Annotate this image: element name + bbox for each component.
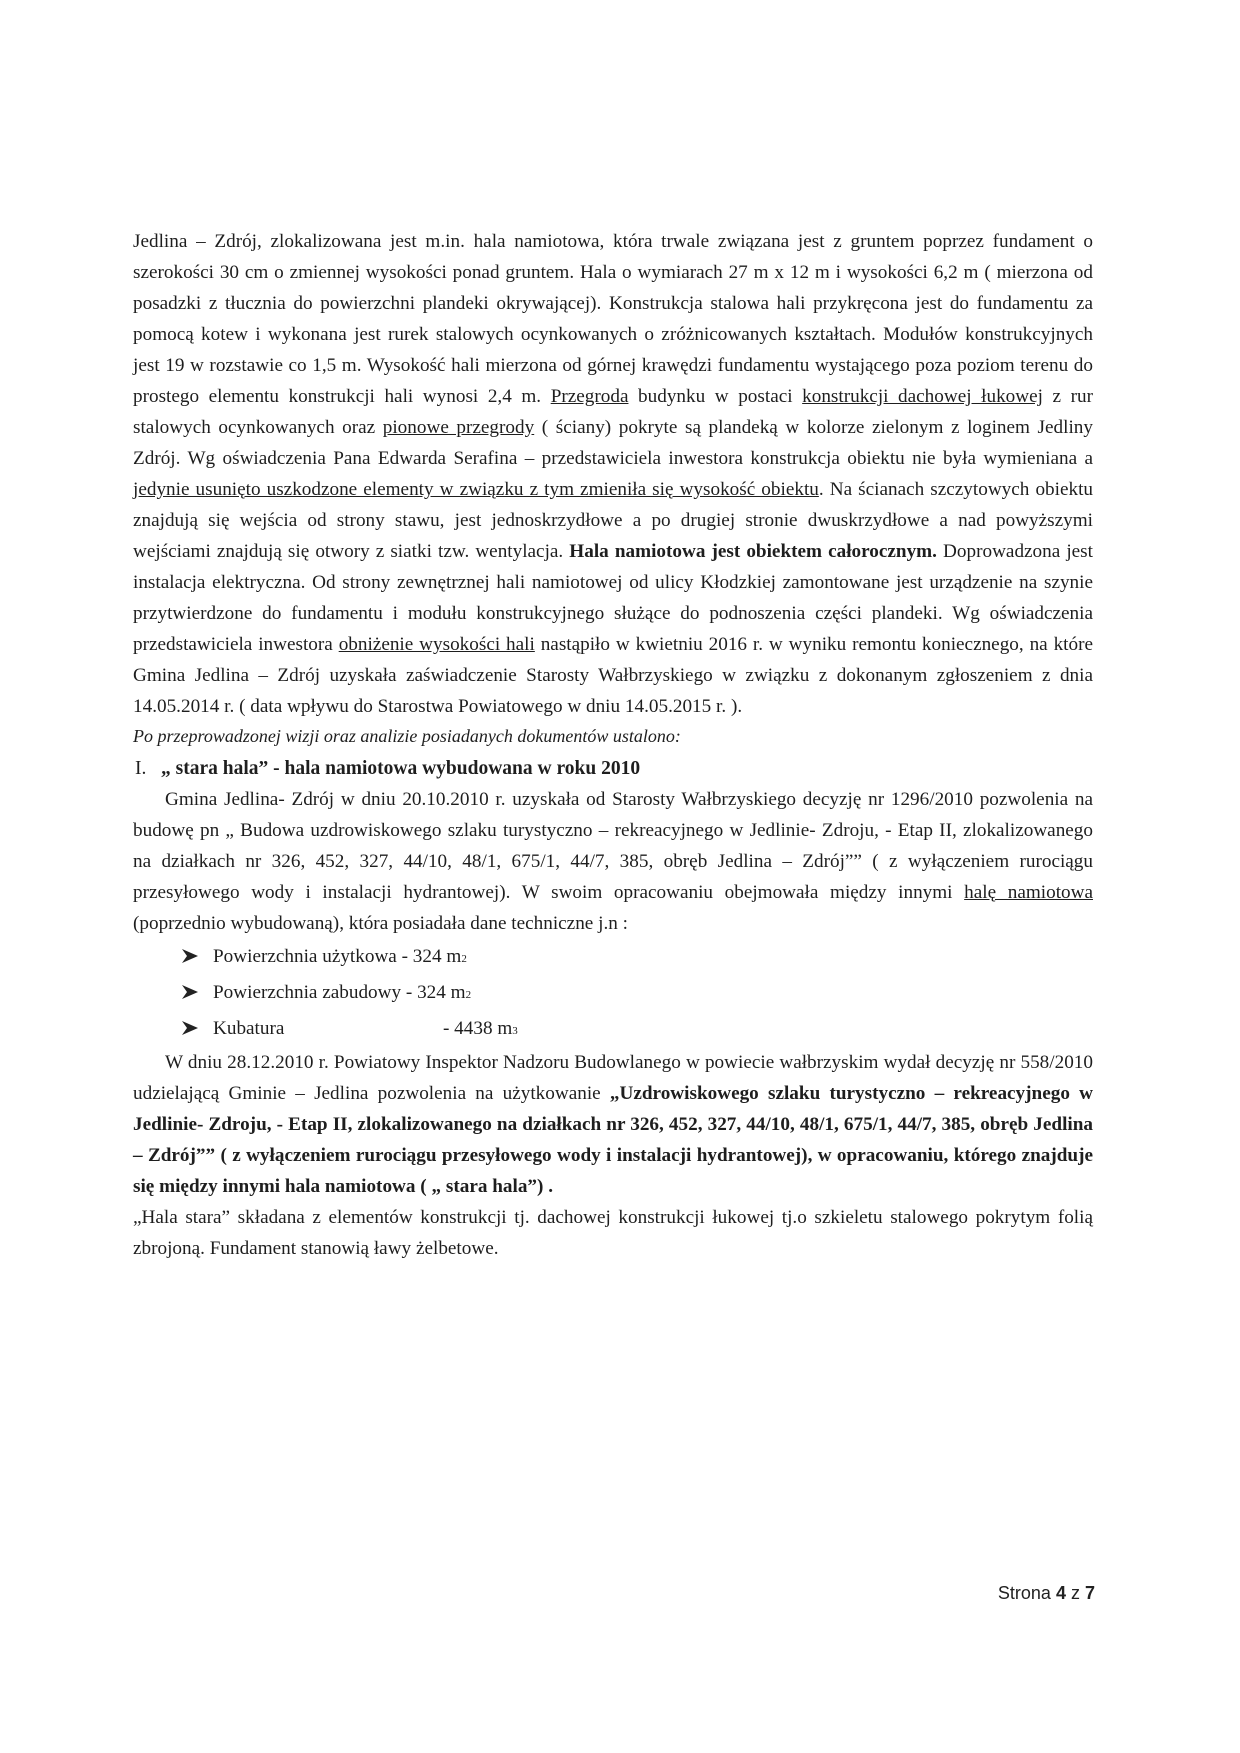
arrow-bullet-icon [181,939,213,975]
findings-intro: Po przeprowadzonej wizji oraz analizie posiadanych dokumentów ustalono: [133,726,681,746]
paragraph-old-hall: „Hala stara” składana z elementów konstrukcji tj. dachowej konstrukcji łukowej tj.o szkieletu stalowego pokrytym folią zbrojoną. Fundament stanowią ławy żelbetowe. [133,1207,1093,1259]
item-label: Kubatura [213,1018,285,1039]
section-heading [133,753,1093,784]
item-value: - 324 m [405,982,466,1003]
paragraph-usage-permit: W dniu 28.12.2010 r. Powiatowy Inspektor Nadzoru Budowlanego w powiecie wałbrzyskim wydał decyzję nr 558/2010 udzielającą Gminie – Jedlina pozwolenia na użytkowanie „Uzdrowiskowego szlaku turystyczno – rekreacyjnego w Jedlinie- Zdroju, - Etap II, zlokalizowanego na działkach nr 326, 452, 327, 44/10, 48/1, 675/1, 44/7, 385, obręb Jedlina – Zdrój”” ( z wyłączeniem rurociągu przesyłowego wody i instalacji hydrantowej), w opracowaniu, którego znajduje się między innymi hala namiotowa ( „ stara hala”) . [133,1052,1093,1197]
bold-statement: „Uzdrowiskowego szlaku turystyczno – rekreacyjnego w Jedlinie- Zdroju, - Etap II, zlokalizowanego na działkach nr 326, 452, 327, 44/10, 48/1, 675/1, 44/7, 385, obręb Jedlina – Zdrój”” ( z wyłączeniem rurociągu przesyłowego wody i instalacji hydrantowej), w opracowaniu, którego znajduje się między innymi hala namiotowa ( „ stara hala”) . [133,1083,1093,1197]
underlined-text: Przegroda [550,386,629,407]
underlined-text: halę namiotowa [964,882,1093,903]
technical-data-list [133,939,1093,1047]
item-label: Powierzchnia użytkowa [213,946,397,967]
paragraph-hala-description: Jedlina – Zdrój, zlokalizowana jest m.in. hala namiotowa, która trwale związana jest z gruntem poprzez fundament o szerokości 30 cm o zmiennej wysokości ponad gruntem. Hala o wymiarach 27 m x 12 m i wysokości 6,2 m ( mierzona od posadzki z tłucznia do powierzchni plandeki okrywającej). Konstrukcja stalowa hali przykręcona jest do fundamentu za pomocą kotew i wykonana jest rurek stalowych ocynkowanych o zróżnicowanych kształtach. Modułów konstrukcyjnych jest 19 w rozstawie co 1,5 m. Wysokość hali mierzona od górnej krawędzi fundamentu wystającego poza poziom terenu do prostego elementu konstrukcji hali wynosi 2,4 m. Przegroda budynku w postaci konstrukcji dachowej łukowej z rur stalowych ocynkowanych oraz pionowe przegrody ( ściany) pokryte są plandeką w kolorze zielonym z loginem Jedliny Zdrój. Wg oświadczenia Pana Edwarda Serafina – przedstawiciela inwestora konstrukcja obiektu nie była wymieniana a jedynie usunięto uszkodzone elementy w związku z tym zmieniła się wysokość obiektu. Na ścianach szczytowych obiektu znajdują się wejścia od strony stawu, jest jednoskrzydłowe a po drugiej stronie dwuskrzydłowe a nad powyższymi wejściami znajdują się otwory z siatki tzw. wentylacja. Hala namiotowa jest obiektem całorocznym. Doprowadzona jest instalacja elektryczna. Od strony zewnętrznej hali namiotowej od ulicy Kłodzkiej zamontowane jest urządzenie na szynie przytwierdzone do fundamentu i modułu konstrukcyjnego służące do podnoszenia części plandeki. Wg oświadczenia przedstawiciela inwestora obniżenie wysokości hali nastąpiło w kwietniu 2016 r. w wyniku remontu koniecznego, na które Gmina Jedlina – Zdrój uzyskała zaświadczenie Starosty Wałbrzyskiego w związku z dokonanym zgłoszeniem z dnia 14.05.2014 r. ( data wpływu do Starostwa Powiatowego w dniu 14.05.2015 r. ). [133,231,1094,717]
section-title: „ stara hala” - hala namiotowa wybudowana w roku 2010 [161,758,641,779]
section-number: I. [135,758,147,779]
item-value: - 324 m [401,946,462,967]
underlined-text: jedynie usunięto uszkodzone elementy w związku z tym zmieniła się wysokość obiektu [133,479,819,500]
list-item: Powierzchnia użytkowa - 324 m 2 [181,939,1093,975]
arrow-bullet-icon [181,975,213,1011]
underlined-text: obniżenie wysokości hali [338,634,535,655]
item-value: - 4438 m [443,1018,513,1039]
document-page [133,226,1093,1264]
bold-statement: Hala namiotowa jest obiektem całorocznym. [569,541,937,562]
underlined-text: konstrukcji dachowej łukowej [802,386,1043,407]
total-pages: 7 [1084,1583,1095,1603]
paragraph-permit-2010: Gmina Jedlina- Zdrój w dniu 20.10.2010 r. uzyskała od Starosty Wałbrzyskiego decyzję nr 1296/2010 pozwolenia na budowę pn „ Budowa uzdrowiskowego szlaku turystyczno – rekreacyjnego w Jedlinie- Zdroju, - Etap II, zlokalizowanego na działkach nr 326, 452, 327, 44/10, 48/1, 675/1, 44/7, 385, obręb Jedlina – Zdrój”” ( z wyłączeniem rurociągu przesyłowego wody i instalacji hydrantowej). W swoim opracowaniu obejmowała między innymi halę namiotowa (poprzednio wybudowaną), która posiadała dane techniczne j.n : [133,789,1093,934]
list-item: Powierzchnia zabudowy - 324 m 2 [181,975,1093,1011]
underlined-text: pionowe przegrody [382,417,535,438]
arrow-bullet-icon [181,1011,213,1047]
current-page: 4 [1055,1583,1066,1603]
item-label: Powierzchnia zabudowy [213,982,402,1003]
page-number-footer: Strona 4 z 7 [997,1583,1095,1603]
list-item: Kubatura - 4438 m 3 [181,1011,1093,1047]
